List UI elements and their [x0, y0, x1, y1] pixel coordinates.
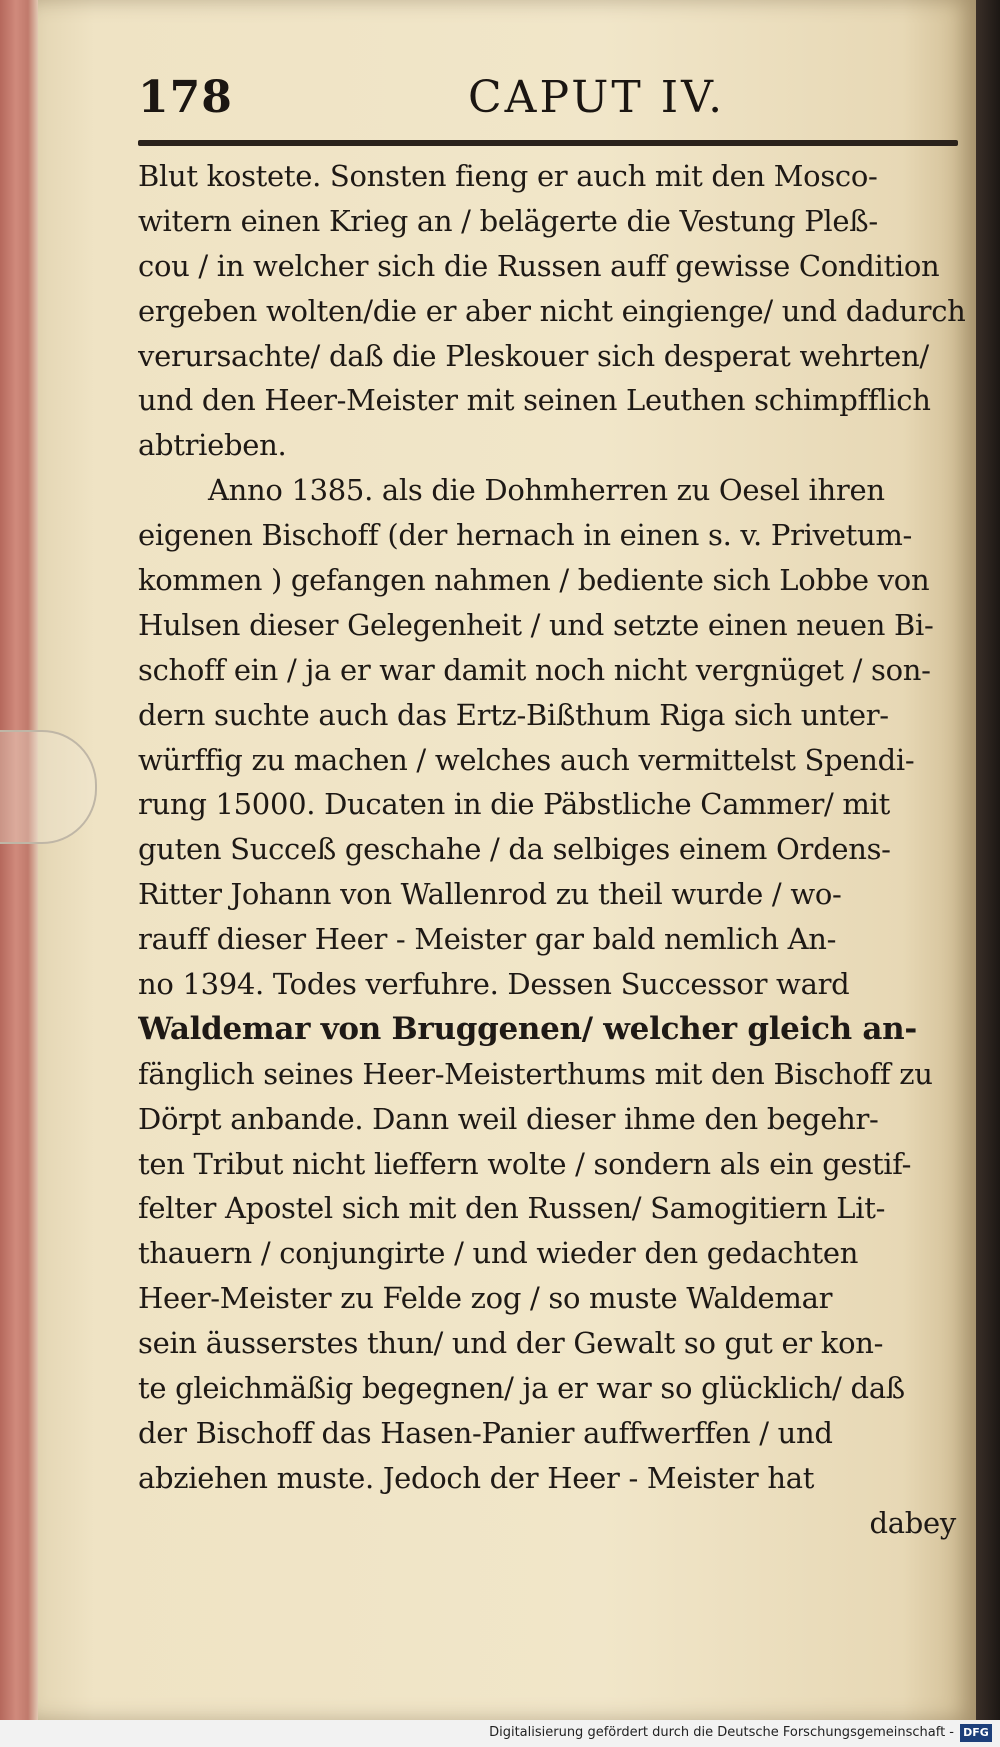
text-line: te gleichmäßig begegnen/ ja er war so glücklich/ daß	[138, 1371, 905, 1406]
text-line: dern suchte auch das Ertz-Bißthum Riga sich unter-	[138, 697, 889, 732]
text-line: der Bischoff das Hasen-Panier auffwerffen / und	[138, 1415, 833, 1450]
text-line: rauff dieser Heer - Meister gar bald nemlich An-	[138, 922, 837, 957]
page-edge	[0, 0, 40, 1747]
text-line: schoff ein / ja er war damit noch nicht vergnüget / son-	[138, 652, 931, 687]
text-line: no 1394. Todes verfuhre. Dessen Successor ward	[138, 967, 850, 1002]
text-line: ergeben wolten/die er aber nicht eingienge/ und dadurch	[138, 293, 966, 328]
page-header	[138, 72, 958, 132]
text-line: und den Heer-Meister mit seinen Leuthen schimpfflich	[138, 383, 931, 418]
text-line: verursachte/ daß die Pleskouer sich desperat wehrten/	[138, 338, 929, 373]
book-gutter	[976, 0, 1000, 1720]
text-line: rung 15000. Ducaten in die Päbstliche Cammer/ mit	[138, 787, 890, 822]
body-text	[138, 154, 966, 1546]
text-line: fänglich seines Heer-Meisterthums mit den Bischoff zu	[138, 1056, 933, 1091]
text-line: witern einen Krieg an / belägerte die Vestung Pleß-	[138, 203, 878, 238]
digitization-footer	[0, 1720, 1000, 1747]
text-line: Heer-Meister zu Felde zog / so muste Waldemar	[138, 1281, 833, 1316]
running-head: CAPUT IV.	[468, 72, 726, 123]
funding-credit: Digitalisierung gefördert durch die Deutsche Forschungsgemeinschaft -	[489, 1725, 954, 1740]
text-line: ten Tribut nicht lieffern wolte / sondern als ein gestif-	[138, 1146, 912, 1181]
dfg-logo: DFG	[960, 1724, 992, 1742]
header-rule	[138, 140, 958, 146]
text-line: Ritter Johann von Wallenrod zu theil wurde / wo-	[138, 877, 842, 912]
text-line: sein äusserstes thun/ und der Gewalt so gut er kon-	[138, 1326, 884, 1361]
text-line: Dörpt anbande. Dann weil dieser ihme den begehr-	[138, 1101, 879, 1136]
page-number: 178	[138, 72, 233, 123]
text-line: thauern / conjungirte / und wieder den gedachten	[138, 1236, 859, 1271]
text-line: kommen ) gefangen nahmen / bediente sich Lobbe von	[138, 563, 930, 598]
text-line: abtrieben.	[138, 428, 287, 463]
text-line: guten Succeß geschahe / da selbiges einem Ordens-	[138, 832, 891, 867]
text-line: würffig zu machen / welches auch vermittelst Spendi-	[138, 742, 915, 777]
catchword: dabey	[869, 1505, 956, 1540]
text-line-heading-name: Waldemar von Bruggenen/ welcher gleich an-	[138, 1010, 917, 1047]
text-line: eigenen Bischoff (der hernach in einen s. v. Privetum-	[138, 518, 913, 553]
text-line: cou / in welcher sich die Russen auff gewisse Condition	[138, 248, 940, 283]
text-line: abziehen muste. Jedoch der Heer - Meister hat	[138, 1460, 815, 1495]
paragraph-start-line: Anno 1385. als die Dohmherren zu Oesel ihren	[208, 473, 885, 508]
text-line: Blut kostete. Sonsten fieng er auch mit den Mosco-	[138, 159, 878, 193]
text-line: Hulsen dieser Gelegenheit / und setzte einen neuen Bi-	[138, 607, 934, 642]
text-line: felter Apostel sich mit den Russen/ Samogitiern Lit-	[138, 1191, 886, 1226]
